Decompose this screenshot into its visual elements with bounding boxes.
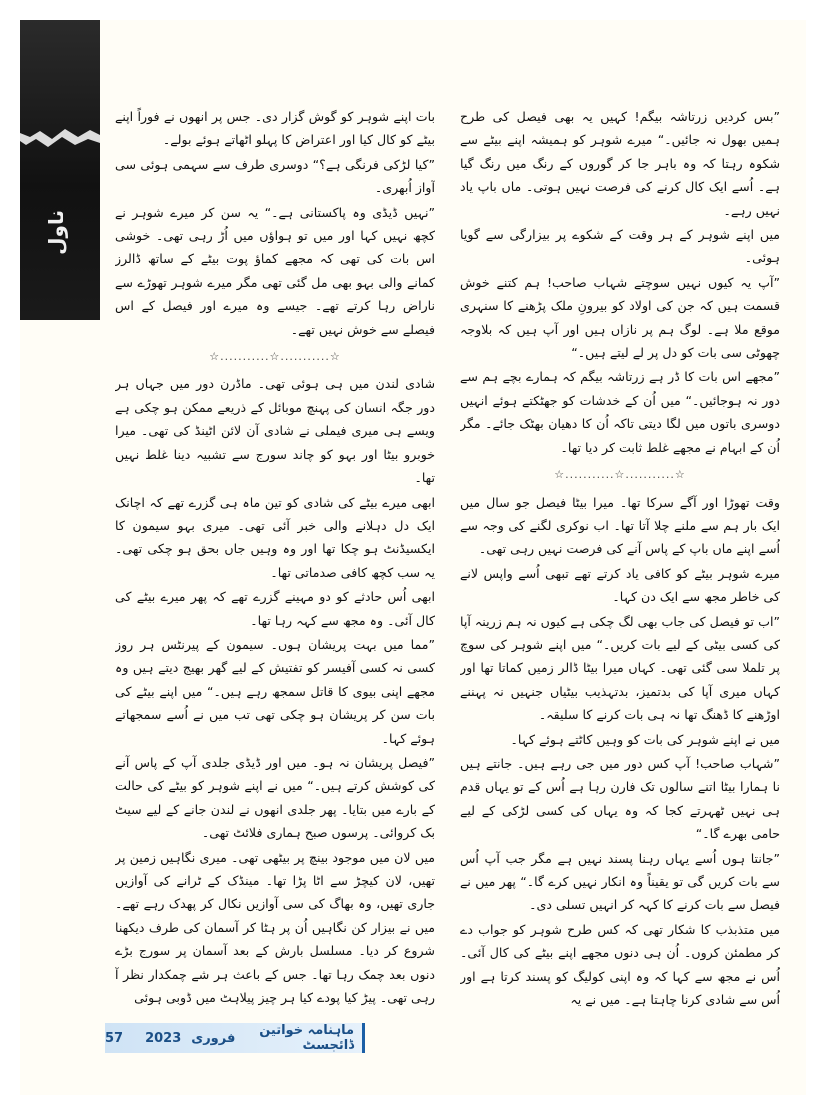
issue-year: 2023	[145, 1030, 182, 1046]
paragraph: ابھی اُس حادثے کو دو مہینے گزرے تھے کہ پھر میرے بیٹے کی کال آئی۔ وہ مجھ سے کہہ رہا تھا۔	[115, 589, 435, 628]
paragraph: میں اپنے شوہر کے ہر وقت کے شکوے پر بیزارگی سے گویا ہوئی۔	[460, 227, 780, 266]
paragraph: میرے شوہر بیٹے کو کافی یاد کرتے تھے تبھی اُسے واپس لانے کی خاطر مجھ سے ایک دن کہا۔	[460, 565, 780, 605]
paragraph: بات اپنے شوہر کو گوش گزار دی۔ جس پر انھوں نے فوراً اپنے بیٹے کو کال کیا اور اعتراض کا پہلو اٹھاتے ہوئے بولے۔	[115, 109, 435, 148]
section-label: ناول	[44, 210, 68, 255]
paragraph: ابھی میرے بیٹے کی شادی کو تین ماہ ہی گزرے تھے کہ اچانک ایک دل دہلانے والی خبر آئی تھی۔ میری بہو سیمون کا ایکسیڈنٹ ہو چکا تھا اور وہ وہیں جاں بحق ہو چکی تھی۔ یہ سب کچھ کافی صدماتی تھا۔	[115, 494, 435, 580]
paragraph: ”مما میں بہت پریشان ہوں۔ سیمون کے پیرنٹس ہر روز کسی نہ کسی آفیسر کو تفتیش کے لیے گھر بھیج دیتے ہیں وہ مجھے اپنی بیوی کا قاتل سمجھ رہے ہیں۔“ میں اپنے بیٹے کی بات سن کر پریشان ہو چکی تھی تب میں نے اُسے سمجھاتے ہوئے کہا۔	[115, 636, 435, 746]
paragraph: وقت تھوڑا اور آگے سرکا تھا۔ میرا بیٹا فیصل جو سال میں ایک بار ہم سے ملنے چلا آتا تھا۔ اب نوکری لگنے کی وجہ سے اُسے اپنے ماں باپ کے پاس آنے کی فرصت نہیں رہی تھی۔	[460, 494, 780, 557]
paragraph: ”فیصل پریشان نہ ہو۔ میں اور ڈیڈی جلدی آپ کے پاس آنے کی کوشش کرتے ہیں۔“ میں نے اپنے شوہر کو بیٹے کی حالت کے بارے میں بتایا۔ پھر جلدی انھوں نے لندن جانے کے لیے سیٹ بک کروائی۔ پرسوں صبح ہماری فلائٹ تھی۔	[115, 754, 435, 841]
issue-month: فروری	[191, 1030, 236, 1046]
right-column	[460, 105, 780, 1035]
paragraph: ”نہیں ڈیڈی وہ پاکستانی ہے۔“ یہ سن کر میرے شوہر نے کچھ نہیں کہا اور میں تو ہواؤں میں اُڑ رہی تھی۔ خوشی اس بات کی تھی کہ مجھے کماؤ پوت بیٹے کے ساتھ ڈالرز کمانے والی بہو بھی مل گئی تھی مگر میرے شوہر تھوڑے سے ناراض رہا کرتے تھے۔ جیسے وہ میرے اور فیصل کے اس فیصلے سے خوش نہیں تھے۔	[115, 204, 435, 337]
paragraph: ”اب تو فیصل کی جاب بھی لگ چکی ہے کیوں نہ ہم زرینہ آپا کی کسی بیٹی کے لیے بات کریں۔“ میں اپنے شوہر کی سوچ پر تلملا سی گئی تھی۔ کہاں میرا بیٹا ڈالر زمیں کماتا تھا اور کہاں میری آپا کی بدتمیز، بدتہذیب بیٹیاں جنہیں نہ پہننے اوڑھنے کا ڈھنگ تھا نہ ہی بات کرنے کا سلیقہ۔	[460, 613, 780, 723]
page-number: 57	[105, 1030, 124, 1046]
paragraph: ”بس کردیں زرتاشہ بیگم! کہیں یہ بھی فیصل کی طرح ہمیں بھول نہ جائیں۔“ میرے شوہر کو ہمیشہ اپنے بیٹے سے شکوہ رہتا کہ وہ باہر جا کر گوروں کے رنگ میں رنگ گیا ہے۔ اُسے ایک کال کرنے کی فرصت نہیں ہوتی۔ ماں باپ یاد نہیں رہے۔	[460, 109, 780, 218]
paragraph: ”آپ یہ کیوں نہیں سوچتے شہاب صاحب! ہم کتنے خوش قسمت ہیں کہ جن کی اولاد کو بیرونِ ملک پڑھنے کا سنہری موقع ملا ہے۔ لوگ ہم پر نازاں ہیں اور آپ ہیں کہ بلاوجہ چھوٹی سی بات کو دل پر لے لیتے ہیں۔“	[460, 274, 780, 361]
left-column	[115, 105, 435, 1035]
torn-paper-decoration	[20, 115, 100, 155]
paragraph: ”کیا لڑکی فرنگی ہے؟“ دوسری طرف سے سہمی ہوئی سی آواز اُبھری۔	[115, 156, 435, 196]
paragraph: ”جانتا ہوں اُسے یہاں رہنا پسند نہیں ہے مگر جب آپ اُس سے بات کریں گی تو یقیناً وہ انکار نہیں کرے گا۔“ پھر میں نے فیصل سے بات کرنے کا کہہ کر انہیں تسلی دی۔	[460, 850, 780, 913]
section-divider: ☆...........☆...........☆	[554, 468, 686, 482]
magazine-name: ماہنامہ خواتین ڈائجسٹ	[259, 1023, 354, 1053]
paragraph: میں نے اپنے شوہر کی بات کو وہیں کاٹتے ہوئے کہا۔	[510, 731, 780, 747]
section-divider: ☆...........☆...........☆	[209, 350, 341, 364]
paragraph: ”شہاب صاحب! آپ کس دور میں جی رہے ہیں۔ جانتے ہیں نا ہمارا بیٹا اتنے سالوں تک فارن رہا ہے اُس کے تو یہاں قدم ہی نہیں ٹھہرتے کجا کہ وہ یہاں کی کسی لڑکی کے لیے حامی بھرے گا۔“	[460, 755, 780, 842]
paragraph: ”مجھے اس بات کا ڈر ہے زرتاشہ بیگم کہ ہمارے بچے ہم سے دور نہ ہوجائیں۔“ میں اُن کے خدشات کو جھٹکتے ہوئے انہیں دوسری باتوں میں لگا دیتی تاکہ اُن کا دھیان بھٹک جائے۔ مگر اُن کے ابہام نے مجھے غلط ثابت کر دیا تھا۔	[460, 369, 780, 455]
paragraph: شادی لندن میں ہی ہوئی تھی۔ ماڈرن دور میں جہاں ہر دور جگہ انسان کی پہنچ موبائل کے ذریعے ممکن ہو چکی ہے ویسے ہی میری فیملی نے شادی آن لائن اٹینڈ کی تھی۔ میرا خوبرو بیٹا اور بہو کو چاند سورج سے تشبیہ دینا غلط نہیں تھا۔	[115, 376, 435, 486]
section-strip	[20, 20, 100, 320]
paragraph: میں متذبذب کا شکار تھی کہ کس طرح شوہر کو جواب دے کر مطمئن کروں۔ اُن ہی دنوں مجھے اپنے بیٹے کی کال آئی۔ اُس نے مجھ سے کہا کہ وہ اپنی کولیگ کو پسند کرتا ہے اور اُس سے شادی کرنا چاہتا ہے۔ میں نے یہ	[460, 921, 780, 1008]
magazine-page	[20, 20, 806, 1095]
page-footer	[105, 1023, 365, 1053]
paragraph: میں لان میں موجود بینچ پر بیٹھی تھی۔ میری نگاہیں زمین پر تھیں، لان کیچڑ سے اٹا پڑا تھا۔ مینڈک کے ٹرانے کی آوازیں جاری تھیں، وہ بھاگ کی سی آوازیں نکال کر پھدک رہے تھے۔ میں نے بیزار کن نگاہیں اُن پر ہٹا کر آسمان کی طرف دیکھنا شروع کر دیا۔ مسلسل بارش کے بعد آسمان پر سورج بڑے دنوں بعد چمک رہا تھا۔ جس کے باعث ہر شے چمکدار نظر آ رہی تھی۔ پیڑ کیا پودے کیا ہر چیز پیلاہٹ میں ڈوبی ہوئی	[115, 849, 435, 1006]
